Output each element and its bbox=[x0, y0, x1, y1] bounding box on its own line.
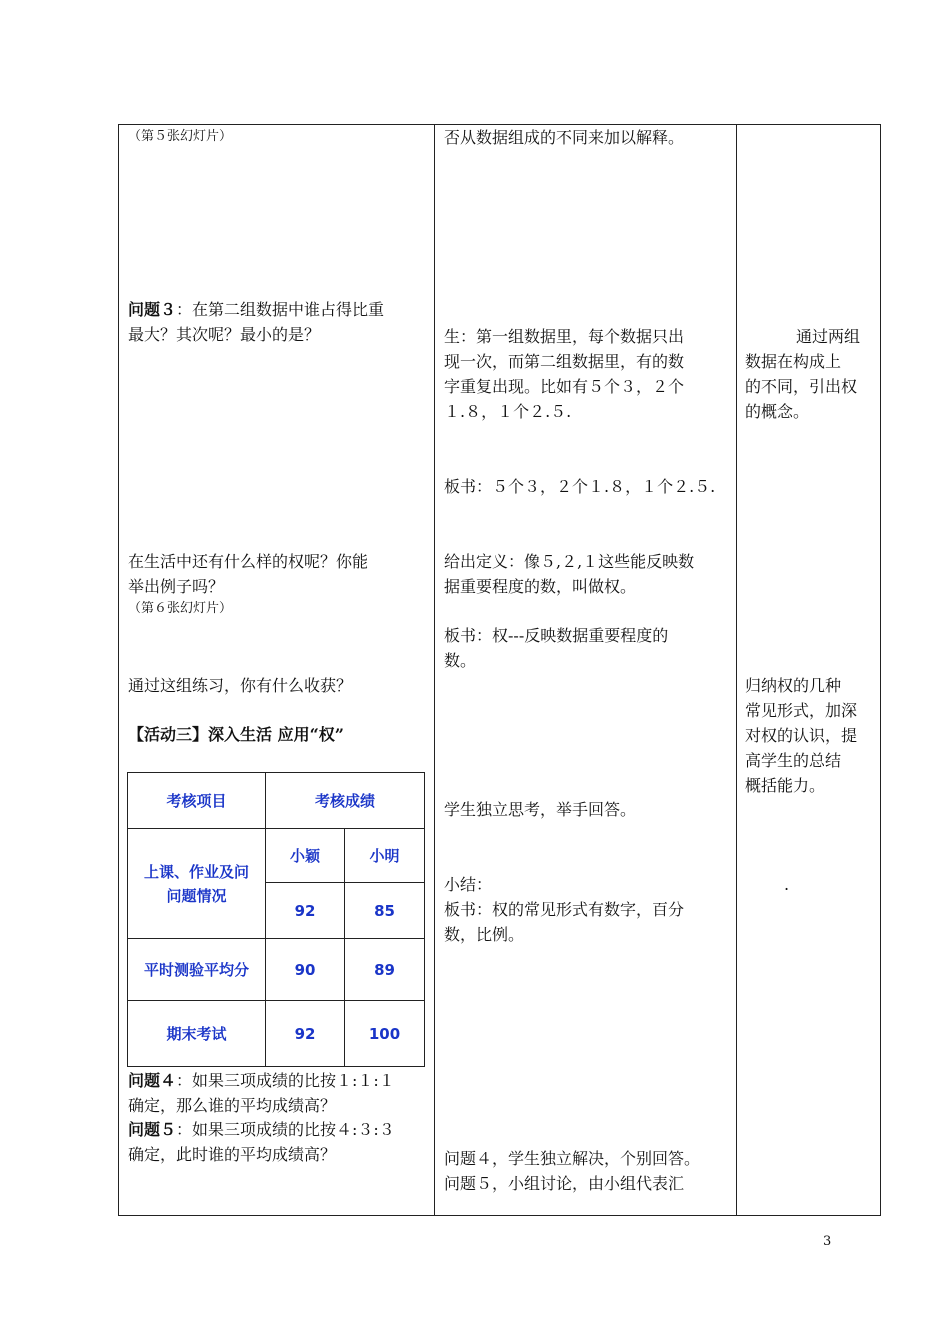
question-5-text: ：如果三项成绩的比按４:３:３ bbox=[176, 1120, 395, 1139]
header-score: 考核成绩 bbox=[266, 773, 425, 829]
slide-5-note: （第５张幻灯片） bbox=[128, 129, 233, 144]
question-4-text: ：如果三项成绩的比按１:１:１ bbox=[176, 1071, 395, 1090]
page-number: 3 bbox=[823, 1234, 832, 1249]
harvest-question: 通过这组练习，你有什么收获？ bbox=[128, 676, 353, 695]
definition-line-1: 给出定义：像５,２,１这些能反映数 bbox=[444, 552, 695, 571]
dot-mark: . bbox=[784, 875, 790, 894]
life-question-line-1: 在生活中还有什么样的权呢？你能 bbox=[128, 552, 369, 571]
name-xiaoming: 小明 bbox=[345, 829, 425, 883]
board-note-2-line-1: 板书：权---反映数据重要程度的 bbox=[444, 626, 669, 645]
question-4-label: 问题４ bbox=[128, 1071, 177, 1090]
question-3-line-2: 最大？其次呢？最小的是？ bbox=[128, 325, 321, 344]
purpose-1-line-1: 通过两组 bbox=[796, 327, 861, 346]
think-note: 学生独立思考，举手回答。 bbox=[444, 800, 637, 819]
row2-b: 89 bbox=[345, 939, 425, 1001]
row3-label: 期末考试 bbox=[128, 1001, 266, 1067]
row3-b: 100 bbox=[345, 1001, 425, 1067]
board-note-3-line-1: 板书：权的常见形式有数字，百分 bbox=[444, 900, 685, 919]
question-4 bbox=[128, 1069, 395, 1094]
q4-answer: 问题４，学生独立解决，个别回答。 bbox=[444, 1149, 701, 1168]
purpose-2-line-2: 常见形式，加深 bbox=[745, 701, 858, 720]
column-divider-2 bbox=[736, 125, 737, 1215]
question-3-label: 问题３ bbox=[128, 300, 177, 319]
student-answer-line-1: 生：第一组数据里，每个数据只出 bbox=[444, 327, 685, 346]
header-item: 考核项目 bbox=[128, 773, 266, 829]
row3-a: 92 bbox=[266, 1001, 345, 1067]
purpose-2-line-3: 对权的认识，提 bbox=[745, 726, 858, 745]
row1-b: 85 bbox=[345, 883, 425, 939]
question-5 bbox=[128, 1118, 395, 1143]
row2-a: 90 bbox=[266, 939, 345, 1001]
question-3 bbox=[128, 298, 384, 323]
row1-label-line-2: 问题情况 bbox=[166, 886, 227, 905]
slide-6-note: （第６张幻灯片） bbox=[128, 601, 233, 616]
question-3-text: ：在第二组数据中谁占得比重 bbox=[176, 300, 385, 319]
purpose-1-line-2: 数据在构成上 bbox=[745, 352, 842, 371]
purpose-1-line-4: 的概念。 bbox=[745, 402, 810, 421]
purpose-2-line-1: 归纳权的几种 bbox=[745, 676, 842, 695]
student-answer-line-2: 现一次，而第二组数据里，有的数 bbox=[444, 352, 685, 371]
question-5-label: 问题５ bbox=[128, 1120, 177, 1139]
life-question-line-2: 举出例子吗？ bbox=[128, 577, 225, 596]
activity-3-heading: 【活动三】深入生活 应用“权” bbox=[128, 725, 344, 744]
row1-label bbox=[128, 829, 266, 939]
student-answer-line-4: １.８，１个２.５. bbox=[444, 402, 572, 421]
row1-label-line-1: 上课、作业及问 bbox=[143, 862, 249, 881]
purpose-2-line-4: 高学生的总结 bbox=[745, 751, 842, 770]
question-4-line-2: 确定，那么谁的平均成绩高？ bbox=[128, 1096, 337, 1115]
q5-answer: 问题５，小组讨论，由小组代表汇 bbox=[444, 1174, 685, 1193]
name-xiaoying: 小颖 bbox=[266, 829, 345, 883]
board-note-2-line-2: 数。 bbox=[444, 651, 477, 670]
row1-a: 92 bbox=[266, 883, 345, 939]
question-5-line-2: 确定，此时谁的平均成绩高？ bbox=[128, 1145, 337, 1164]
col2-top-line: 否从数据组成的不同来加以解释。 bbox=[444, 128, 685, 147]
purpose-1-line-3: 的不同，引出权 bbox=[745, 377, 858, 396]
board-note-1: 板书：５个３，２个１.８，１个２.５. bbox=[444, 477, 716, 496]
summary-label: 小结： bbox=[444, 875, 493, 894]
purpose-2-line-5: 概括能力。 bbox=[745, 776, 826, 795]
student-answer-line-3: 字重复出现。比如有５个３，２个 bbox=[444, 377, 685, 396]
definition-line-2: 据重要程度的数，叫做权。 bbox=[444, 577, 637, 596]
column-divider-1 bbox=[434, 125, 435, 1215]
row2-label: 平时测验平均分 bbox=[128, 939, 266, 1001]
board-note-3-line-2: 数，比例。 bbox=[444, 925, 525, 944]
score-table bbox=[127, 772, 425, 1067]
